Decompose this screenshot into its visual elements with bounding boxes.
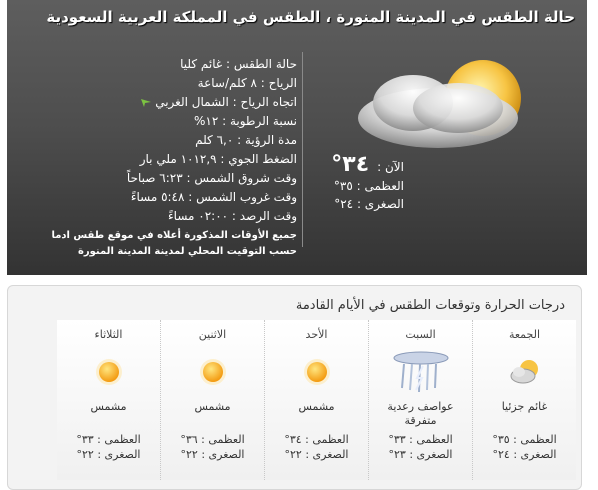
timezone-note (27, 228, 297, 260)
day-high: العظمى : ٣٣° (388, 433, 453, 446)
day-name: الأحد (305, 328, 328, 341)
detail-humidity: نسبة الرطوبة : ١٢% (193, 114, 297, 128)
today-high: العظمى : ٣٥° (333, 179, 404, 193)
detail-sunrise: وقت شروق الشمس : ٦:٢٣ صباحاً (126, 171, 297, 185)
sun-icon (300, 355, 334, 389)
day-name: الثلاثاء (94, 328, 123, 341)
day-low: الصغرى : ٢٣° (388, 448, 453, 461)
forecast-title: درجات الحرارة وتوقعات الطقس في الأيام القادمة (295, 298, 565, 313)
detail-wind: الرياح : ٨ كلم/ساعة (197, 76, 297, 90)
day-condition: مشمس (90, 400, 127, 413)
day-condition: غائم جزئيا (501, 400, 548, 413)
detail-condition: حالة الطقس : غائم كليا (180, 57, 297, 71)
day-condition: مشمس (298, 400, 335, 413)
detail-sunset: وقت غروب الشمس : ٥:٤٨ مساءً (130, 190, 297, 204)
sun-icon (92, 355, 126, 389)
weather-details (27, 55, 297, 260)
note-line-1: جميع الأوقات المذكورة أعلاه في موقع طقس ادما (51, 230, 297, 241)
day-low: الصغرى : ٢٢° (180, 448, 245, 461)
current-temp-row (331, 152, 404, 177)
day-condition: عواصف رعدية متفرقة (387, 400, 454, 427)
current-temperature-block (331, 152, 404, 213)
now-temp: ٣٤° (331, 152, 370, 177)
detail-observation-time: وقت الرصد : ٠٢:٠٠ مساءً (168, 209, 297, 223)
detail-pressure: الضغط الجوي : ١٠١٢,٩ ملي بار (139, 152, 297, 166)
forecast-day-tuesday (57, 320, 160, 480)
detail-wind-direction-row (27, 93, 297, 112)
forecast-day-friday (472, 320, 576, 480)
thunderstorm-icon (390, 350, 452, 394)
day-name: الاثنين (198, 328, 227, 341)
now-label: الآن : (377, 160, 404, 174)
detail-wind-direction: اتجاه الرياح : الشمال الغربي (155, 95, 297, 109)
forecast-days (13, 320, 576, 480)
forecast-day-saturday (368, 320, 472, 480)
day-low: الصغرى : ٢٢° (76, 448, 141, 461)
forecast-day-monday (160, 320, 264, 480)
forecast-day-sunday (264, 320, 368, 480)
day-low: الصغرى : ٢٤° (492, 448, 557, 461)
detail-visibility: مدة الرؤية : ٦,٠ كلم (195, 133, 297, 147)
day-name: الجمعة (508, 328, 541, 341)
note-line-2: حسب التوقيت المحلي لمدينة المدينة المنورة (77, 246, 297, 257)
partly-cloudy-icon (505, 355, 545, 389)
wind-arrow-icon (141, 99, 151, 107)
day-high: العظمى : ٣٥° (492, 433, 557, 446)
day-high: العظمى : ٣٣° (76, 433, 141, 446)
sun-icon (196, 355, 230, 389)
cloud-sun-icon (343, 48, 543, 158)
day-low: الصغرى : ٢٢° (284, 448, 349, 461)
day-high: العظمى : ٣٦° (180, 433, 245, 446)
day-condition: مشمس (194, 400, 231, 413)
forecast-panel (7, 285, 582, 490)
current-weather-panel (7, 0, 587, 275)
today-low: الصغرى : ٢٤° (334, 197, 404, 211)
day-name: السبت (405, 328, 436, 341)
divider (302, 52, 303, 247)
day-high: العظمى : ٣٤° (284, 433, 349, 446)
page-title: حالة الطقس في المدينة المنورة ، الطقس في المملكة العربية السعودية (46, 8, 575, 26)
